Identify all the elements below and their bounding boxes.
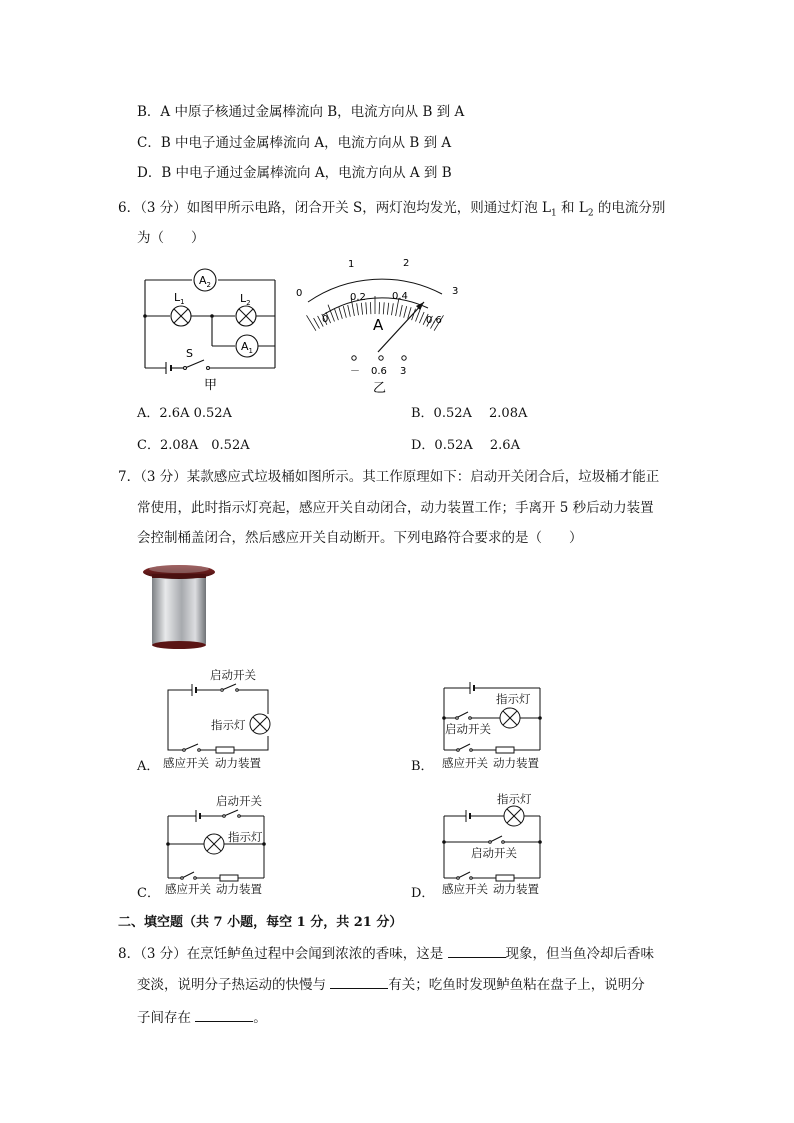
scale-bottom-04: 0.4	[392, 291, 408, 302]
q6-option-a: A．2.6A 0.52A	[137, 406, 232, 421]
l2-label: $L_2$	[240, 292, 251, 307]
dial-tick	[357, 303, 359, 315]
dial-tick	[366, 302, 367, 314]
q7d-sensor-label: 感应开关	[442, 882, 488, 896]
q6-option-c: C．2.08A 0.52A	[137, 438, 250, 453]
q7-option-b-letter: B．	[411, 759, 434, 774]
q7b-motor-label: 动力装置	[493, 756, 539, 770]
dial-tick	[419, 312, 424, 323]
q7c-indicator-label: 指示灯	[228, 830, 263, 844]
scale-top-3: 3	[452, 286, 459, 297]
q5-option-b: B．A 中原子核通过金属棒流向 B，电流方向从 B 到 A	[137, 104, 465, 120]
q7-circuit-c	[160, 806, 270, 886]
dial-tick	[379, 302, 380, 314]
q7b-indicator-label: 指示灯	[496, 692, 531, 706]
q8-line3: 子间存在 。	[137, 1010, 267, 1026]
a1-label: $A_1$	[241, 340, 253, 355]
dial-tick	[343, 306, 346, 318]
q7b-start-switch-label: 启动开关	[445, 722, 491, 736]
q6-stem-line2: 为（ ）	[137, 230, 205, 246]
terminal-minus: －	[350, 366, 360, 377]
q8-blank-3[interactable]	[195, 1009, 253, 1022]
q8-blank-2[interactable]	[330, 976, 388, 989]
dial-tick	[348, 305, 351, 317]
q7c-sensor-label: 感应开关	[165, 882, 211, 896]
terminal-3: 3	[400, 366, 407, 377]
scale-bottom-06: 0.6	[426, 315, 442, 326]
q8-line1: 8．（3 分）在烹饪鲈鱼过程中会闻到浓浓的香味，这是 现象，但当鱼冷却后香味	[118, 946, 655, 962]
l1-label: $L_1$	[174, 291, 185, 306]
jia-caption: 甲	[204, 378, 218, 393]
scale-top-1: 1	[348, 259, 355, 270]
dial-tick	[307, 315, 316, 330]
dial-tick	[339, 307, 342, 319]
dial-tick	[383, 302, 384, 314]
q7b-sensor-label: 感应开关	[442, 756, 488, 770]
trash-bin-image	[140, 560, 220, 650]
q7-option-d-letter: D．	[411, 886, 435, 901]
dial-tick	[361, 303, 362, 315]
unit-a: A	[373, 316, 384, 334]
q7-stem-line1: 7．（3 分）某款感应式垃圾桶如图所示。其工作原理如下：启动开关闭合后，垃圾桶才能正	[118, 469, 660, 485]
q7d-indicator-label: 指示灯	[497, 792, 532, 806]
q6-option-b: B．0.52A 2.08A	[411, 406, 528, 421]
q8-line2: 变淡，说明分子热运动的快慢与 有关；吃鱼时发现鲈鱼粘在盘子上，说明分	[137, 977, 645, 993]
scale-top-0: 0	[296, 288, 303, 299]
q7a-sensor-label: 感应开关	[163, 756, 209, 770]
s-label: S	[186, 347, 193, 360]
section2-heading: 二、填空题（共 7 小题，每空 1 分，共 21 分）	[118, 915, 403, 930]
dial-tick	[314, 318, 320, 329]
q7d-start-switch-label: 启动开关	[471, 846, 517, 860]
q6-stem-line1: 6．（3 分）如图甲所示电路，闭合开关 S，两灯泡均发光，则通过灯泡 $L_1$ 和 $L_2$ 的电流分别	[118, 200, 666, 219]
yi-caption: 乙	[373, 381, 387, 396]
q6-ammeter-yi	[290, 252, 470, 397]
q7a-start-switch-label: 启动开关	[210, 668, 256, 682]
q7d-motor-label: 动力装置	[493, 882, 539, 896]
q6-circuit-jia	[130, 265, 290, 395]
q7c-start-switch-label: 启动开关	[216, 794, 262, 808]
terminal-06: 0.6	[371, 366, 387, 377]
q7-stem-line2: 常使用，此时指示灯亮起，感应开关自动闭合，动力装置工作；手离开 5 秒后动力装置	[137, 500, 654, 516]
q8-blank-1[interactable]	[448, 945, 506, 958]
q6-option-d: D．0.52A 2.6A	[411, 438, 520, 453]
scale-bottom-02: 0.2	[350, 292, 366, 303]
dial-tick	[387, 303, 388, 315]
q7-option-a-letter: A．	[137, 759, 160, 774]
dial-tick	[400, 305, 403, 317]
dial-tick	[335, 309, 339, 320]
q7a-indicator-label: 指示灯	[211, 718, 246, 732]
q5-option-c: C．B 中电子通过金属棒流向 A，电流方向从 B 到 A	[137, 135, 452, 151]
a2-label: $A_2$	[199, 274, 211, 289]
dial-tick	[392, 303, 394, 315]
dial-tick	[370, 302, 371, 314]
scale-top-2: 2	[403, 258, 410, 269]
q7-stem-line3: 会控制桶盖闭合，然后感应开关自动断开。下列电路符合要求的是（ ）	[137, 530, 583, 546]
q7-option-c-letter: C．	[137, 886, 160, 901]
q5-option-d: D．B 中电子通过金属棒流向 A，电流方向从 A 到 B	[137, 165, 452, 181]
q7a-motor-label: 动力装置	[215, 756, 261, 770]
scale-bottom-0: 0	[322, 314, 329, 325]
q7c-motor-label: 动力装置	[216, 882, 262, 896]
dial-tick	[404, 306, 407, 318]
